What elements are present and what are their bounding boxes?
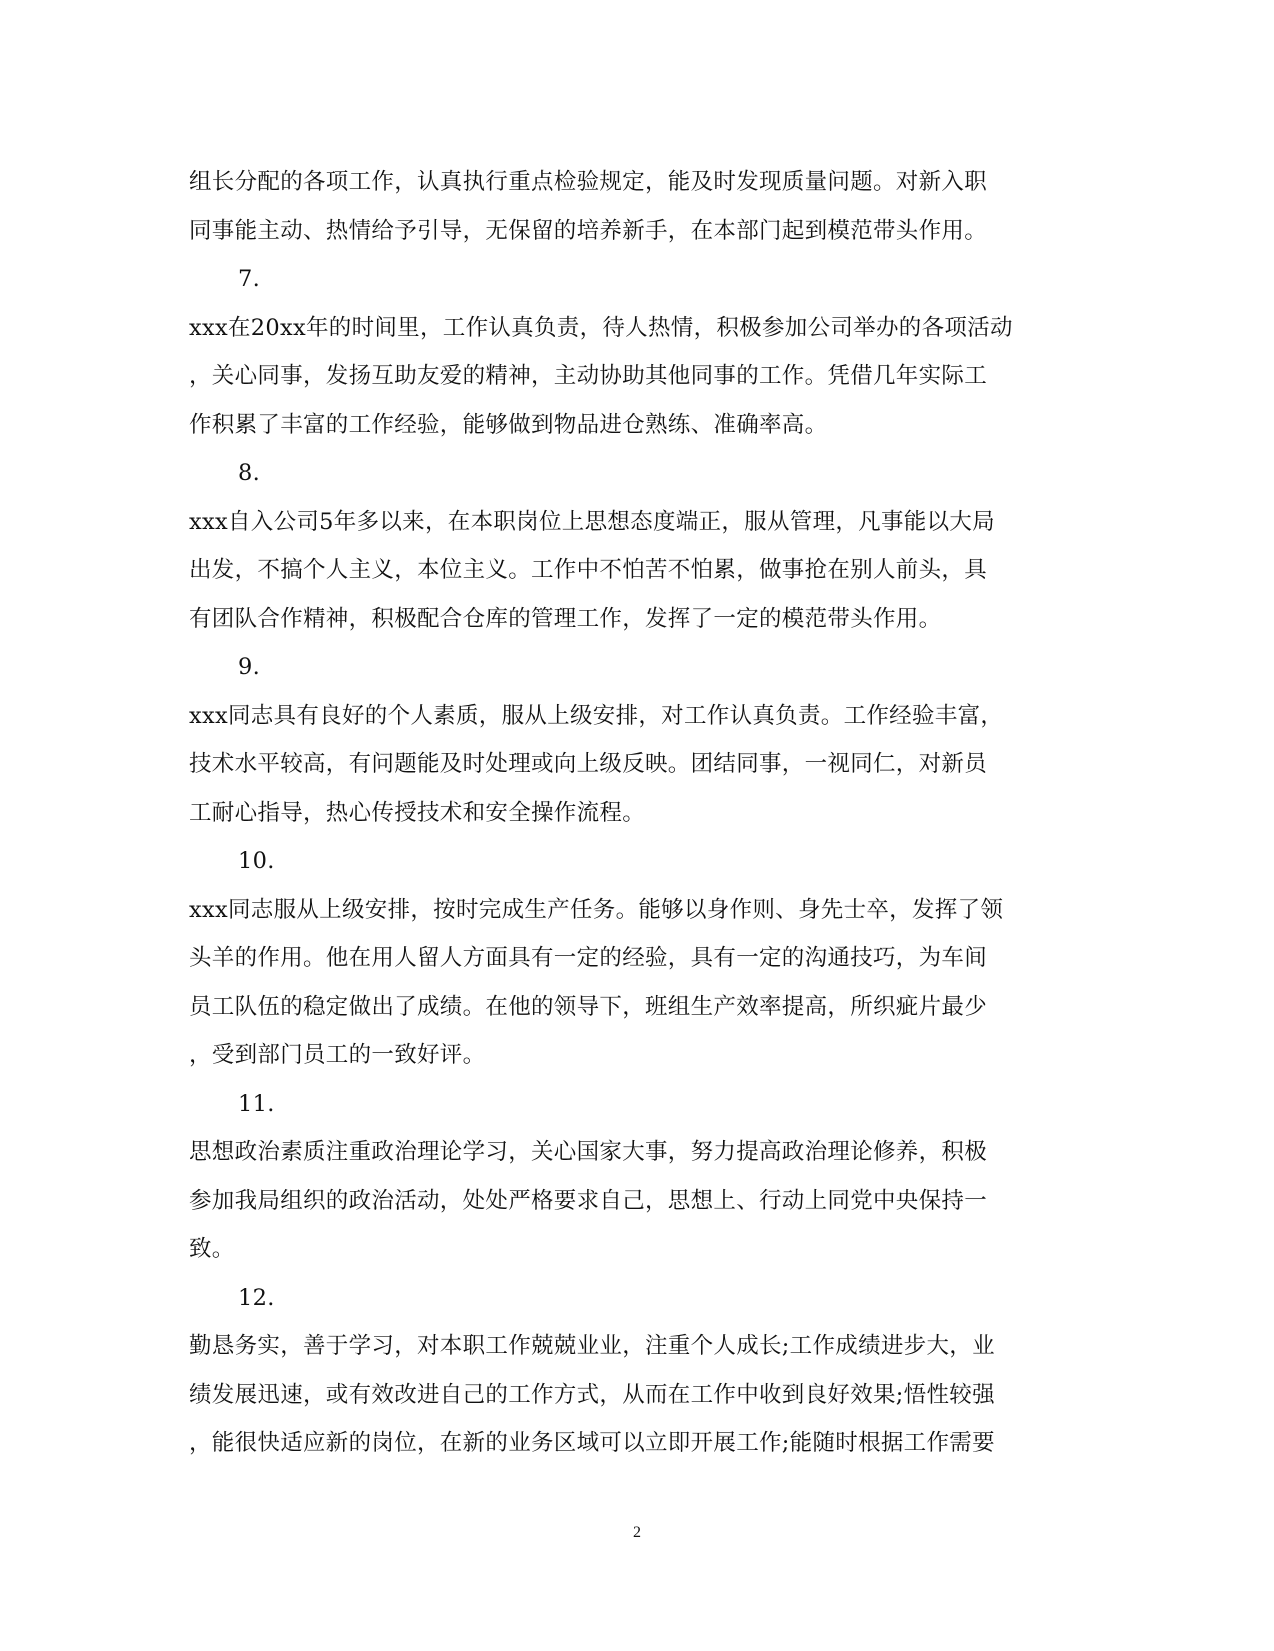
item-number: 12. [238, 1284, 275, 1311]
text-line: 头羊的作用。他在用人留人方面具有一定的经验，具有一定的沟通技巧，为车间 [189, 945, 988, 971]
item-number: 11. [238, 1090, 275, 1117]
text-line: 同事能主动、热情给予引导，无保留的培养新手，在本部门起到模范带头作用。 [189, 217, 988, 244]
text-line: 作积累了丰富的工作经验，能够做到物品进仓熟练、准确率高。 [189, 411, 828, 438]
text-line: 员工队伍的稳定做出了成绩。在他的领导下，班组生产效率提高，所织疵片最少 [189, 993, 988, 1020]
document-body [189, 158, 1079, 1468]
text-line: ，能很快适应新的岗位，在新的业务区域可以立即开展工作;能随时根据工作需要 [189, 1430, 995, 1456]
item-number: 9. [238, 654, 261, 680]
page-number: 2 [633, 1524, 641, 1541]
text-line: 组长分配的各项工作，认真执行重点检验规定，能及时发现质量问题。对新入职 [189, 169, 988, 195]
text-line: 致。 [189, 1236, 235, 1262]
text-line: 勤恳务实，善于学习，对本职工作兢兢业业，注重个人成长;工作成绩进步大，业 [189, 1333, 995, 1359]
text-line: 有团队合作精神，积极配合仓库的管理工作，发挥了一定的模范带头作用。 [189, 605, 942, 632]
text-line: xxx同志具有良好的个人素质，服从上级安排，对工作认真负责。工作经验丰富， [189, 702, 1004, 729]
item-number: 8. [238, 460, 261, 486]
text-line: 思想政治素质注重政治理论学习，关心国家大事，努力提高政治理论修养，积极 [189, 1139, 988, 1165]
text-line: 出发，不搞个人主义，本位主义。工作中不怕苦不怕累，做事抢在别人前头，具 [189, 557, 988, 583]
text-line: 工耐心指导，热心传授技术和安全操作流程。 [189, 799, 646, 826]
item-number: 7. [238, 266, 261, 292]
item-number: 10. [238, 848, 275, 874]
text-line: ，关心同事，发扬互助友爱的精神，主动协助其他同事的工作。凭借几年实际工 [189, 363, 988, 389]
text-line: xxx自入公司5年多以来，在本职岗位上思想态度端正，服从管理，凡事能以大局 [189, 508, 995, 535]
text-line: xxx同志服从上级安排，按时完成生产任务。能够以身作则、身先士卒，发挥了领 [189, 896, 1004, 923]
text-line: 技术水平较高，有问题能及时处理或向上级反映。团结同事，一视同仁，对新员 [189, 751, 988, 777]
text-line: ，受到部门员工的一致好评。 [189, 1042, 486, 1068]
text-line: 参加我局组织的政治活动，处处严格要求自己，思想上、行动上同党中央保持一 [189, 1187, 988, 1214]
text-line: 绩发展迅速，或有效改进自己的工作方式，从而在工作中收到良好效果;悟性较强 [189, 1381, 995, 1408]
text-line: xxx在20xx年的时间里，工作认真负责，待人热情，积极参加公司举办的各项活动 [189, 314, 1013, 341]
